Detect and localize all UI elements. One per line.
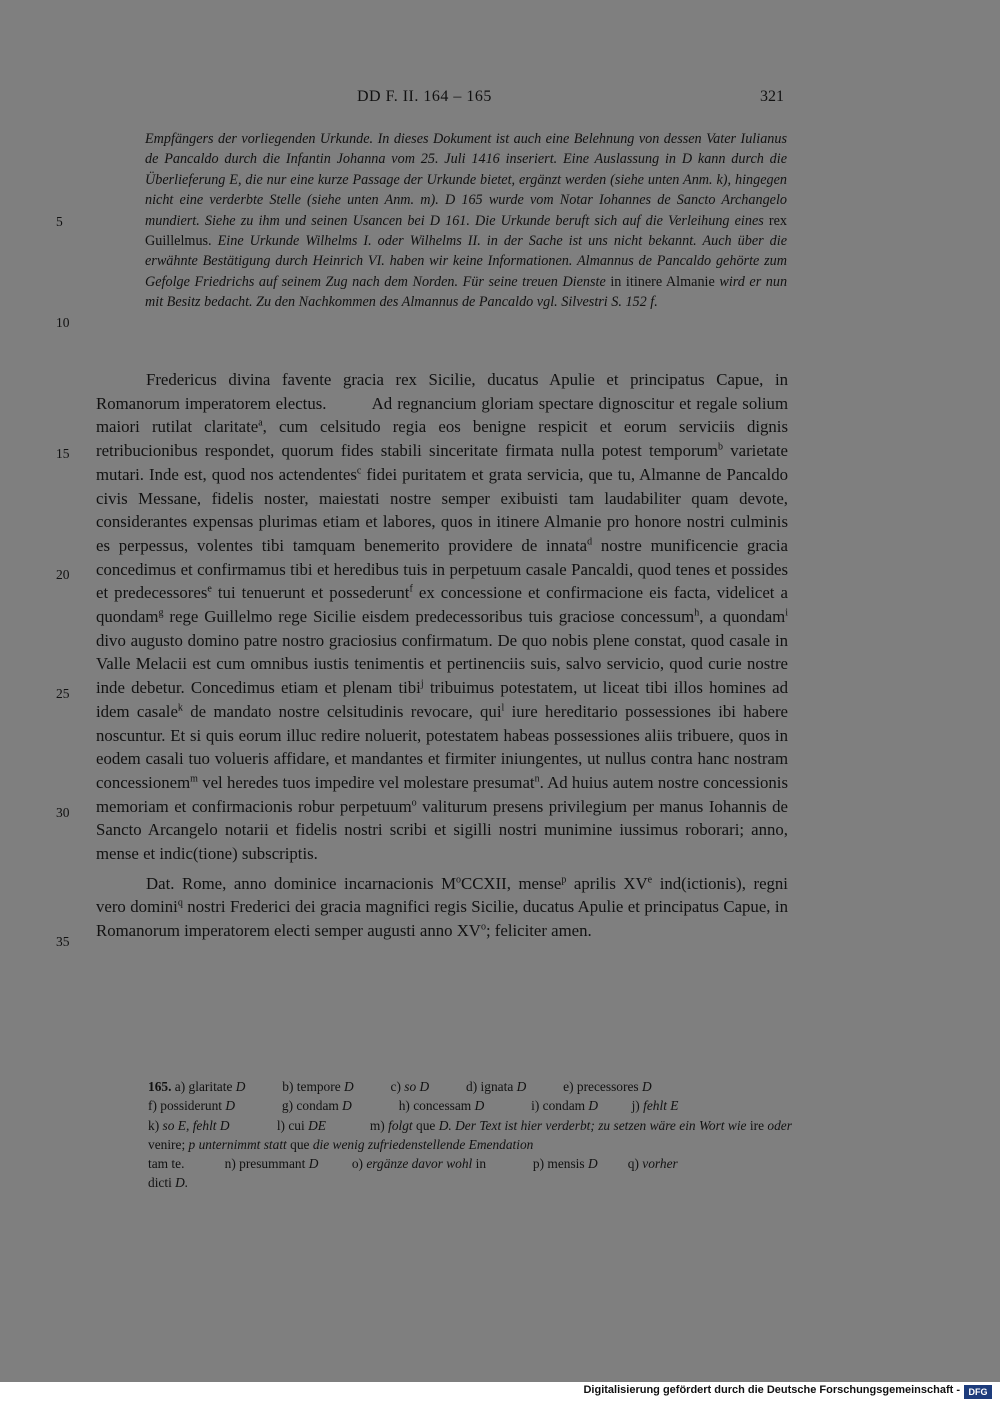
line-number: 10	[56, 315, 70, 330]
line-number: 25	[56, 686, 70, 701]
charter-paragraph: Fredericus divina favente gracia rex Sicilie, ducatus Apulie et principatus Capue, in Romanorum imperatorem electus. Ad regnancium gloriam spectare dignoscitur et regale solium maiori rutilat claritate$^a$, cum celsitudo regia eos benigne respicit et eorum serviciis dignis retribucionibus respondet, quorum fides stabili sinceritate firmata nulla potest temporum$^b$ varietate mutari. Inde est, quod nos actendentes$^c$ fidei puritatem et grata servicia, que tu, Almanne de Pancaldo civis Messane, fidelis noster, maiestati nostre semper exibuisti tam laudabiliter quam devote, considerantes expensas plurimas etiam et labores, quos in itinere Almanie pro honore nostri culminis es perpessus, volentes tibi tamquam benemerito providere de innata$^d$ nostre munificencie gracia concedimus et confirmamus tibi et heredibus tuis in perpetuum casale Pancaldi, quod tenes et possides et predecessores$^e$ tui tenuerunt et possederunt$^f$ ex concessione et confirmacione eis facta, videlicet a quondam$^g$ rege Guillelmo rege Sicilie eisdem predecessoribus tuis graciose concessum$^h$, a quondam$^i$ divo augusto domino patre nostro graciosius confirmatum. De quo nobis plene constat, quod casale in Valle Melacii est cum omnibus iustis tenimentis et pertinenciis suis, salvo servicio, quod curie nostre inde debetur. Concedimus etiam et plenam tibi$^j$ tribuimus potestatem, ut liceat tibi illos homines ad idem casale$^k$ de mandato nostre celsitudinis revocare, qui$^l$ iure hereditario possessiones ibi habere noscuntur. Et si quis eorum illuc redire noluerit, potestatem habeas possessiones aliis tribuere, quos in eodem casali tuo volueris affidare, et mandantes et firmiter iniungentes, ut nullus contra hanc nostram concessionem$^m$ vel heredes tuos impedire vel molestare presumat$^n$. Ad huius autem nostre concessionis memoriam et confirmacionis robur perpetuum$^o$ valiturum presens privilegium per manus Iohannis de Sancto Arcangelo notarii et fidelis nostri scribi et sigilli nostri munimine iussimus roborari; anno, mense et indic(tione) subscriptis.	[96, 370, 789, 864]
dating-clause: Dat. Rome, anno dominice incarnacionis $M^oCCXII$, mense$^p$ aprilis XVe ind(ictionis), regni vero domini$^q$ nostri Frederici dei gracia magnifici regis Sicilie, ducatus Apulie et principatus Capue, in Romanorum imperatorem electi semper augusti anno $XV^o$; feliciter amen.	[96, 873, 788, 941]
critical-apparatus: 165. a) glaritate D b) tempore D c) so D d) ignata D e) precessores D f) possiderunt D g) condam D h) concessam D i) condam D j) fehlt E k) so E, fehlt D l) cui DE m) folgt que D. Der Text ist hier verderbt; zu setzen wäre ein Wort wie ire oder venire; p unternimmt statt que die wenig zufriedenstellende Emendation tam te. n) presummant D o) ergänze davor wohl in p) mensis D q) vorher dicti D.	[148, 1079, 792, 1191]
line-number: 15	[56, 446, 70, 461]
running-title: DD F. II. 164 – 165	[357, 88, 492, 105]
digitization-footer	[0, 1382, 1000, 1402]
page-number: 321	[760, 88, 784, 105]
running-head	[0, 88, 1000, 112]
editorial-introduction: Empfängers der vorliegenden Urkunde. In dieses Dokument ist auch eine Belehnung von dessen Vater Iulianus de Pancaldo durch die Infantin Johanna vom 25. Juli 1416 inseriert. Eine Auslassung in D kann durch die Überlieferung E, die nur eine kurze Passage der Urkunde bietet, ergänzt werden (siehe unten Anm. k), hingegen nicht eine verderbte Stelle (siehe unten Anm. m). D 165 wurde vom Notar Iohannes de Sancto Archangelo mundiert. Siehe zu ihm und seinen Usancen bei D 161. Die Urkunde beruft sich auf die Verleihung eines rex Guillelmus. Eine Urkunde Wilhelms I. oder Wilhelms II. in der Sache ist uns nicht bekannt. Auch über die erwähnte Bestätigung durch Heinrich VI. haben wir keine Informationen. Almannus de Pancaldo gehörte zum Gefolge Friedrichs auf seinem Zug nach dem Norden. Für seine treuen Dienste in itinere Almanie wird er nun mit Besitz bedacht. Zu den Nachkommen des Almannus de Pancaldo vgl. Silvestri S. 152 f.	[145, 131, 788, 311]
funding-notice: Digitalisierung gefördert durch die Deutsche Forschungsgemeinschaft -	[583, 1384, 960, 1396]
line-number: 20	[56, 567, 70, 582]
charter-text	[96, 368, 788, 943]
dfg-logo: DFG	[964, 1385, 992, 1399]
line-number: 5	[56, 214, 63, 229]
line-number: 35	[56, 934, 70, 949]
line-number: 30	[56, 805, 70, 820]
